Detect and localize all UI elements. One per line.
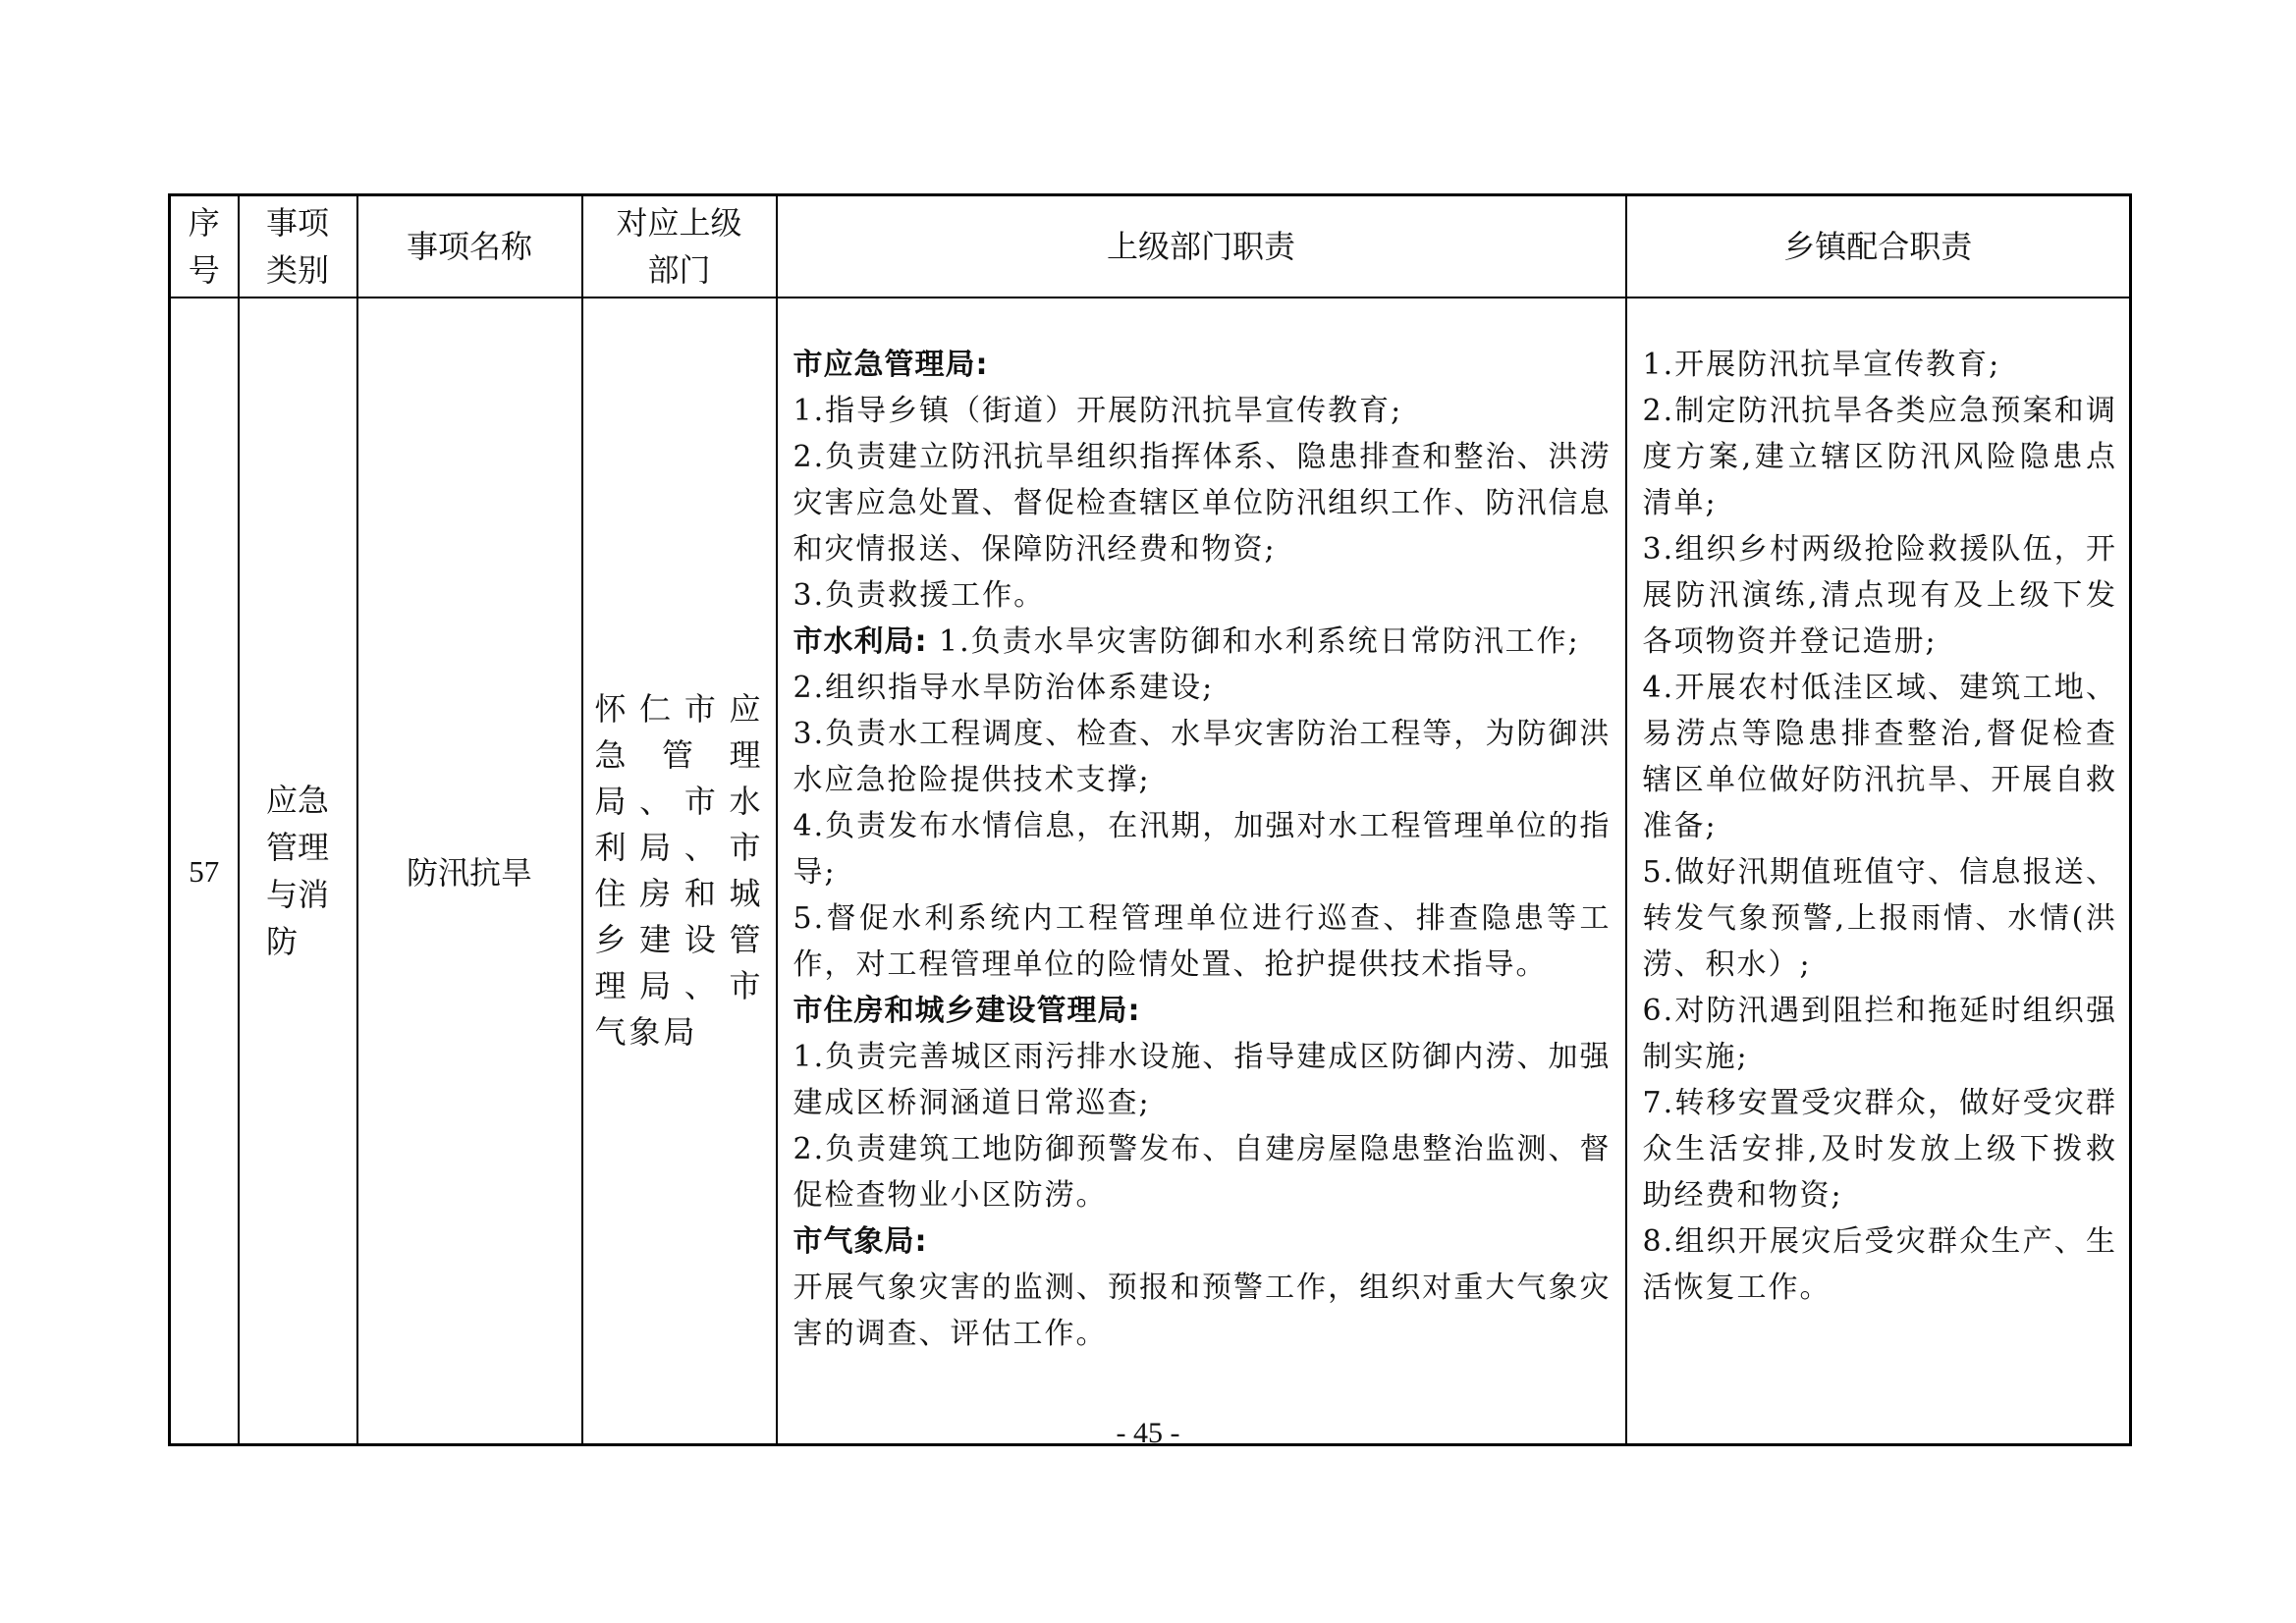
upper-duty-text: 1.负责水旱灾害防御和水利系统日常防汛工作; [927, 624, 1580, 659]
header-category [239, 195, 357, 298]
row-upper-duty [777, 298, 1626, 1445]
table-header-row [170, 195, 2131, 298]
upper-duty-text: 1.负责完善城区雨污排水设施、指导建成区防御内涝、加强建成区桥洞涵道日常巡查; [793, 1040, 1612, 1120]
upper-duty-line [793, 388, 1612, 434]
upper-duty-line [793, 803, 1612, 895]
upper-duty-dept-heading: 市气象局: [793, 1224, 928, 1259]
upper-duty-line [793, 1034, 1612, 1126]
upper-duty-dept-heading: 市水利局: [793, 624, 928, 659]
town-duty-line: 7.转移安置受灾群众，做好受灾群众生活安排,及时发放上级下拨救助经费和物资; [1642, 1086, 2117, 1213]
row-category-line-1: 应急 [265, 782, 329, 819]
row-category [239, 298, 357, 1445]
upper-duty-line [793, 665, 1612, 711]
header-upper-dept-line-1: 对应上级 [616, 204, 742, 242]
town-duty-line: 8.组织开展灾后受灾群众生产、生活恢复工作。 [1642, 1224, 2117, 1305]
upper-duty-line [793, 434, 1612, 572]
header-item-name: 事项名称 [357, 195, 582, 298]
town-duty-line: 4.开展农村低洼区域、建筑工地、易涝点等隐患排查整治,督促检查辖区单位做好防汛抗旱、开展自救准备; [1642, 671, 2117, 843]
header-town-duty: 乡镇配合职责 [1626, 195, 2131, 298]
header-upper-dept [582, 195, 777, 298]
upper-duty-text: 3.负责水工程调度、检查、水旱灾害防治工程等，为防御洪水应急抢险提供技术支撑; [793, 717, 1612, 797]
header-index-line-2: 号 [188, 251, 220, 289]
upper-duty-line [793, 619, 1612, 665]
town-duty-line: 6.对防汛遇到阻拦和拖延时组织强制实施; [1642, 994, 2117, 1074]
row-category-line-4: 防 [265, 923, 298, 960]
upper-duty-text: 5.督促水利系统内工程管理单位进行巡查、排查隐患等工作，对工程管理单位的险情处置、抢护提供技术指导。 [793, 901, 1612, 982]
upper-duty-line [793, 988, 1612, 1034]
duty-table [168, 193, 2132, 1446]
upper-duty-text: 开展气象灾害的监测、预报和预警工作，组织对重大气象灾害的调查、评估工作。 [793, 1271, 1612, 1351]
upper-duty-line [793, 711, 1612, 803]
town-duty-line: 3.组织乡村两级抢险救援队伍，开展防汛演练,清点现有及上级下发各项物资并登记造册; [1642, 532, 2117, 659]
page-number: - 45 - [1116, 1417, 1180, 1449]
upper-duty-line [793, 1126, 1612, 1218]
row-category-line-2: 管理 [265, 829, 329, 866]
header-index-line-1: 序 [188, 204, 220, 242]
header-category-line-2: 类别 [265, 251, 329, 289]
upper-duty-list [793, 342, 1612, 1357]
upper-duty-line [793, 895, 1612, 988]
row-upper-dept: 怀仁市应急管理局、市水利局、市住房和城乡建设管理局、市气象局 [582, 298, 777, 1445]
row-item-name: 防汛抗旱 [357, 298, 582, 1445]
town-duty-line: 1.开展防汛抗旱宣传教育; [1642, 348, 2001, 382]
upper-duty-text: 3.负责救援工作。 [793, 578, 1046, 613]
row-index [170, 298, 239, 1445]
upper-duty-line [793, 1218, 1612, 1265]
row-category-line-3: 与消 [265, 876, 329, 913]
upper-duty-line [793, 572, 1612, 619]
upper-duty-line [793, 1265, 1612, 1357]
row-town-duty [1626, 298, 2131, 1445]
row-index-value: 57 [189, 854, 220, 889]
upper-duty-text: 2.组织指导水旱防治体系建设; [793, 671, 1215, 705]
upper-duty-text: 2.负责建立防汛抗旱组织指挥体系、隐患排查和整治、洪涝灾害应急处置、督促检查辖区单位防汛组织工作、防汛信息和灾情报送、保障防汛经费和物资; [793, 440, 1612, 567]
upper-duty-dept-heading: 市应急管理局: [793, 348, 989, 382]
upper-duty-text: 1.指导乡镇（街道）开展防汛抗旱宣传教育; [793, 394, 1403, 428]
table-row [170, 298, 2131, 1445]
town-duty-line: 5.做好汛期值班值守、信息报送、转发气象预警,上报雨情、水情(洪涝、积水）; [1642, 855, 2117, 982]
upper-duty-line [793, 342, 1612, 388]
town-duty-list [1643, 342, 2118, 1311]
header-index [170, 195, 239, 298]
header-category-line-1: 事项 [265, 204, 329, 242]
header-upper-duty: 上级部门职责 [777, 195, 1626, 298]
header-upper-dept-line-2: 部门 [647, 251, 711, 289]
town-duty-line: 2.制定防汛抗旱各类应急预案和调度方案,建立辖区防汛风险隐患点清单; [1642, 394, 2117, 520]
upper-duty-dept-heading: 市住房和城乡建设管理局: [793, 994, 1141, 1028]
upper-duty-text: 4.负责发布水情信息，在汛期，加强对水工程管理单位的指导; [793, 809, 1612, 890]
upper-duty-text: 2.负责建筑工地防御预警发布、自建房屋隐患整治监测、督促检查物业小区防涝。 [793, 1132, 1612, 1213]
